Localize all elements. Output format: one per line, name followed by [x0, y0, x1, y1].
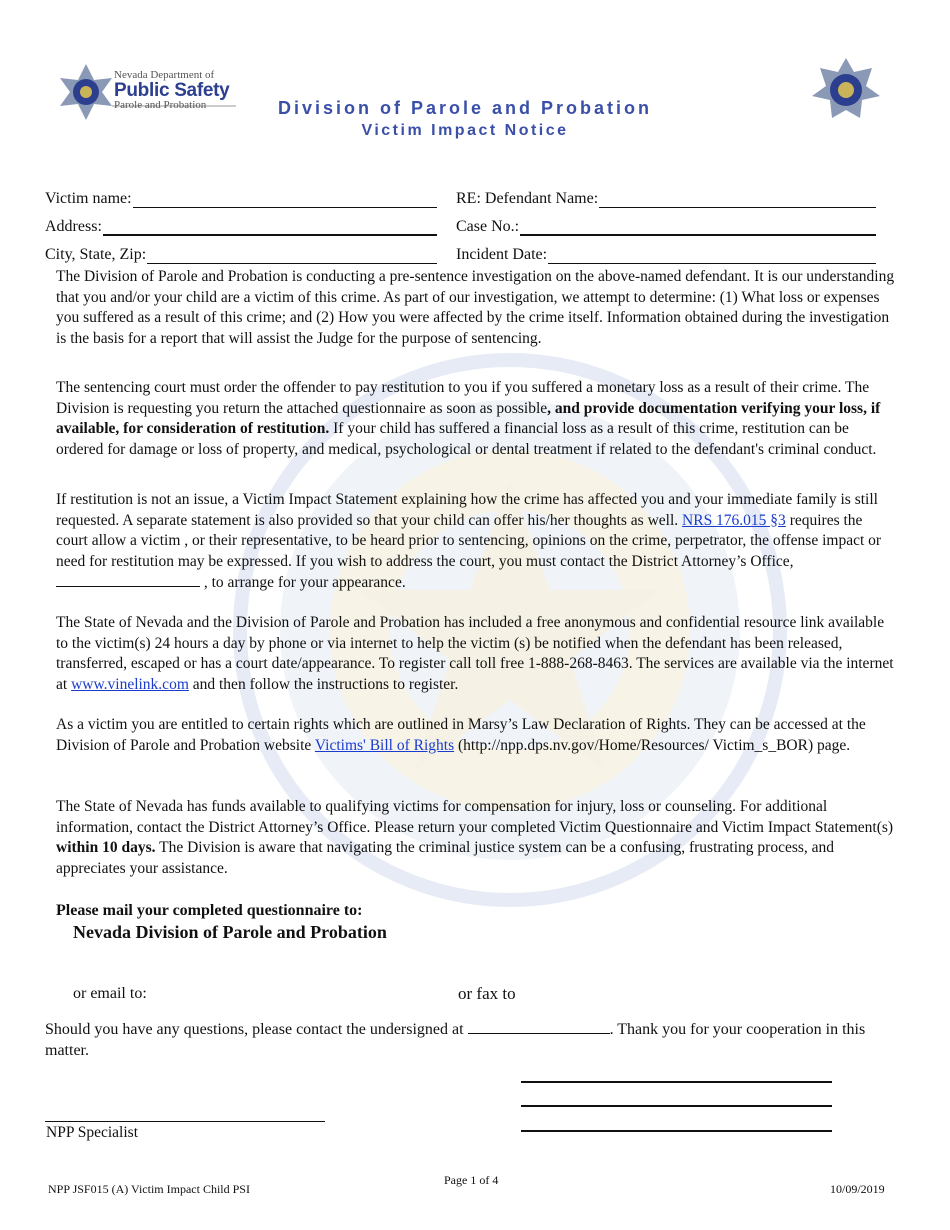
case-no-field[interactable]	[456, 214, 876, 236]
address-line-2[interactable]	[521, 1105, 832, 1107]
city-state-zip-label: City, State, Zip:	[45, 246, 147, 263]
impact-text-b: requires the court allow a victim , or their representative, to be heard prior to sentencing, opinions on the crime, perpetrator, the offense impact or need for restitution may be expressed. If you wish to address the court, you must contact the District Attorney’s Office,	[56, 511, 882, 570]
address-line[interactable]	[103, 216, 437, 236]
restitution-bold: , and provide documentation verifying your loss, if available, for consideration of restitution.	[56, 399, 881, 437]
email-label: or email to:	[73, 985, 147, 1002]
incident-date-field[interactable]	[456, 242, 876, 264]
defendant-name-field[interactable]	[456, 186, 876, 208]
case-no-line[interactable]	[520, 216, 876, 236]
incident-date-line[interactable]	[548, 245, 876, 264]
impact-text-c: , to arrange for your appearance.	[200, 574, 406, 591]
signature-title: NPP Specialist	[46, 1124, 139, 1141]
paragraph-impact-statement	[56, 490, 898, 594]
closing-text-a: Should you have any questions, please contact the undersigned at	[45, 1021, 468, 1038]
vinelink-text-a: The State of Nevada and the Division of Parole and Probation has included a free anonymous and confidential resource link available to the victim(s) 24 hours a day by phone or via internet to help the victim (s) be notified when the defendant has been released, transferred, escaped or has a court date/appearance. To register call toll free 1-888-268-8463. The services are available via the internet at	[56, 614, 894, 693]
fax-label: or fax to	[458, 984, 516, 1003]
mail-organization: Nevada Division of Parole and Probation	[73, 922, 387, 942]
paragraph-investigation: The Division of Parole and Probation is conducting a pre-sentence investigation on the above-named defendant. It is our understanding that you and/or your child are a victim of this crime. As part of our investigation, we attempt to determine: (1) What loss or expenses you suffered as a result of this crime; and (2) How you were affected by the crime itself. Information obtained during the investigation is the basis for a report that will assist the Judge for the purpose of sentencing.	[56, 268, 895, 347]
victim-name-line[interactable]	[133, 189, 437, 208]
rights-text-b: (http://npp.dps.nv.gov/Home/Resources/ Victim_s_BOR) page.	[454, 736, 851, 754]
logo-line-1: Nevada Department of	[114, 69, 215, 81]
victim-name-label: Victim name:	[45, 190, 132, 207]
mail-heading: Please mail your completed questionnaire to:	[56, 902, 363, 919]
case-no-label: Case No.:	[456, 218, 520, 235]
closing-paragraph	[45, 1019, 895, 1061]
footer-page-number: Page 1 of 4	[444, 1173, 499, 1187]
city-state-zip-line[interactable]	[147, 245, 437, 264]
compensation-text-a: The State of Nevada has funds available to qualifying victims for compensation for injury, loss or counseling. For additional information, contact the District Attorney’s Office. Please return your completed Victim Questionnaire and Victim Impact Statement(s)	[56, 798, 894, 836]
vinelink-text-b: and then follow the instructions to register.	[188, 675, 459, 693]
paragraph-vinelink	[56, 613, 898, 695]
restitution-text-b: If your child has suffered a financial loss as a result of this crime, restitution can be ordered for damage or loss of property, and medical, psychological or dental treatment if related to the defendant's criminal conduct.	[56, 420, 877, 458]
victim-name-field[interactable]	[45, 186, 437, 208]
paragraph-rights	[56, 715, 898, 756]
page-subtitle: Victim Impact Notice	[361, 122, 569, 139]
compensation-text-b: The Division is aware that navigating the criminal justice system can be a confusing, frustrating process, and appreciates your assistance.	[56, 839, 835, 877]
contact-phone-blank[interactable]	[468, 1019, 610, 1034]
rights-text-a: As a victim you are entitled to certain rights which are outlined in Marsy’s Law Declaration of Rights. They can be accessed at the Division of Parole and Probation website	[56, 716, 866, 754]
paragraph-compensation	[56, 797, 898, 879]
city-state-zip-field[interactable]	[45, 242, 437, 264]
defendant-name-label: RE: Defendant Name:	[456, 190, 599, 207]
footer-date: 10/09/2019	[830, 1182, 885, 1196]
signature-line[interactable]	[45, 1121, 325, 1122]
da-office-blank[interactable]	[56, 572, 200, 587]
address-line-1[interactable]	[521, 1081, 832, 1083]
nrs-link[interactable]: NRS 176.015 §3	[682, 511, 786, 529]
closing-text-b: . Thank you for your cooperation in this matter.	[45, 1021, 866, 1059]
restitution-text-a: The sentencing court must order the offender to pay restitution to you if you suffered a monetary loss as a result of their crime. The Division is requesting you return the attached questionnaire as soon as possible	[56, 379, 870, 417]
impact-text-a: If restitution is not an issue, a Victim Impact Statement explaining how the crime has affected you and your immediate family is still requested. A separate statement is also provided so that your child can offer his/her thoughts as well.	[56, 491, 878, 529]
address-field[interactable]	[45, 214, 437, 236]
defendant-name-line[interactable]	[599, 189, 876, 208]
page-title: Division of Parole and Probation	[277, 98, 653, 118]
address-label: Address:	[45, 218, 102, 235]
logo-line-2: Public Safety	[114, 80, 230, 101]
logo-line-3: Parole and Probation	[114, 99, 207, 111]
footer-form-id: NPP JSF015 (A) Victim Impact Child PSI	[48, 1182, 250, 1196]
compensation-bold: within 10 days.	[56, 839, 156, 856]
paragraph-restitution	[56, 378, 898, 460]
address-line-3[interactable]	[521, 1130, 832, 1132]
bill-of-rights-link[interactable]: Victims' Bill of Rights	[314, 736, 455, 754]
incident-date-label: Incident Date:	[456, 246, 548, 263]
vinelink-link[interactable]: www.vinelink.com	[71, 675, 189, 693]
